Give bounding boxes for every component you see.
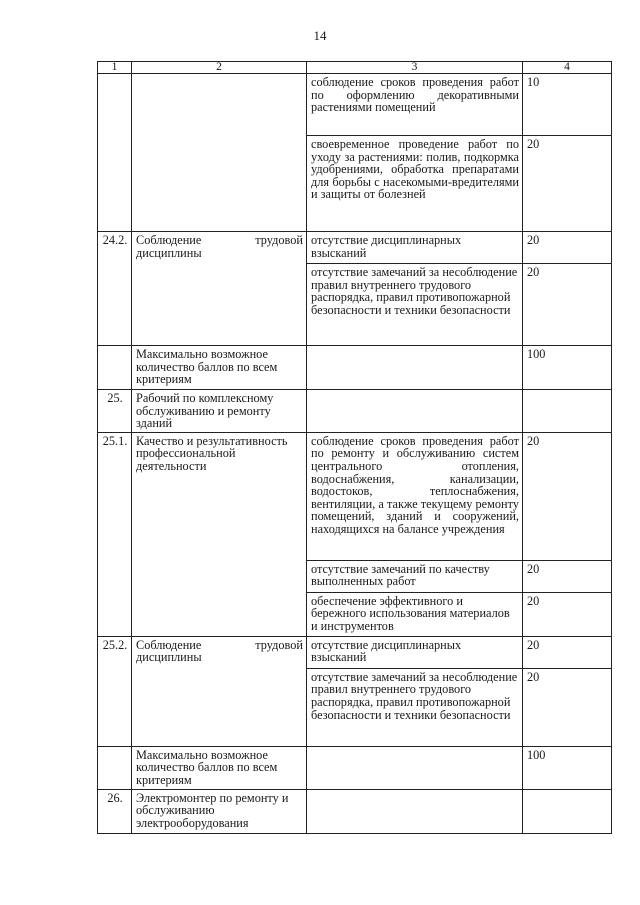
points-cell: 20 bbox=[523, 264, 612, 346]
criterion-cell: отсутствие замечаний за несоблюдение правил внутреннего трудового распорядка, правил противопожарной безопасности и техники безопасности bbox=[307, 668, 523, 746]
item-name-cell: Качество и результативность профессиональной деятельности bbox=[132, 432, 307, 636]
item-number-cell bbox=[98, 74, 132, 232]
item-name-cell: Электромонтер по ремонту и обслуживанию электрооборудования bbox=[132, 789, 307, 833]
item-name-cell: Максимально возможное количество баллов по всем критериям bbox=[132, 346, 307, 390]
item-number-cell: 24.2. bbox=[98, 232, 132, 346]
criteria-table bbox=[97, 61, 612, 834]
points-cell: 20 bbox=[523, 136, 612, 232]
points-cell: 10 bbox=[523, 74, 612, 136]
table-row bbox=[98, 74, 612, 136]
points-cell: 20 bbox=[523, 668, 612, 746]
header-cell: 1 bbox=[98, 62, 132, 74]
criterion-cell: отсутствие замечаний за несоблюдение правил внутреннего трудового распорядка, правил противопожарной безопасности и техники безопасности bbox=[307, 264, 523, 346]
header-cell: 3 bbox=[307, 62, 523, 74]
points-cell: 100 bbox=[523, 746, 612, 789]
item-number-cell: 25.1. bbox=[98, 432, 132, 636]
points-cell: 20 bbox=[523, 592, 612, 636]
table-row bbox=[98, 746, 612, 789]
criterion-cell bbox=[307, 390, 523, 433]
points-cell: 20 bbox=[523, 432, 612, 560]
item-number-cell: 25.2. bbox=[98, 636, 132, 746]
criterion-cell: соблюдение сроков проведения работ по оформлению декоративными растениями помещений bbox=[307, 74, 523, 136]
points-cell: 20 bbox=[523, 560, 612, 592]
table-row bbox=[98, 390, 612, 433]
points-cell: 20 bbox=[523, 636, 612, 668]
item-name-cell: Рабочий по комплексному обслуживанию и ремонту зданий bbox=[132, 390, 307, 433]
item-number-cell: 26. bbox=[98, 789, 132, 833]
page-number: 14 bbox=[313, 28, 327, 43]
item-name-cell: Соблюдение трудовой дисциплины bbox=[132, 636, 307, 746]
criterion-cell: отсутствие дисциплинарных взысканий bbox=[307, 636, 523, 668]
criterion-cell: обеспечение эффективного и бережного использования материалов и инструментов bbox=[307, 592, 523, 636]
table-row bbox=[98, 789, 612, 833]
criterion-cell: отсутствие замечаний по качеству выполненных работ bbox=[307, 560, 523, 592]
criterion-cell bbox=[307, 789, 523, 833]
points-cell: 100 bbox=[523, 346, 612, 390]
table-row bbox=[98, 232, 612, 264]
item-name-cell bbox=[132, 74, 307, 232]
item-number-cell bbox=[98, 346, 132, 390]
table-row bbox=[98, 432, 612, 560]
header-cell: 4 bbox=[523, 62, 612, 74]
item-number-cell: 25. bbox=[98, 390, 132, 433]
criterion-cell: соблюдение сроков проведения работ по ремонту и обслуживанию систем центрального отопления, водоснабжения, канализации, водостоков, теплоснабжения, вентиляции, а также текущему ремонту помещений, зданий и сооружений, находящихся на балансе учреждения bbox=[307, 432, 523, 560]
item-number-cell bbox=[98, 746, 132, 789]
table-header-row bbox=[98, 62, 612, 74]
criterion-cell: отсутствие дисциплинарных взысканий bbox=[307, 232, 523, 264]
points-cell bbox=[523, 789, 612, 833]
header-cell: 2 bbox=[132, 62, 307, 74]
table-row bbox=[98, 636, 612, 668]
item-name-cell: Соблюдение трудовой дисциплины bbox=[132, 232, 307, 346]
criterion-cell: своевременное проведение работ по уходу за растениями: полив, подкормка удобрениями, обработка препаратами для борьбы с насекомыми-вредителями и защиты от болезней bbox=[307, 136, 523, 232]
criterion-cell bbox=[307, 346, 523, 390]
item-name-cell: Максимально возможное количество баллов по всем критериям bbox=[132, 746, 307, 789]
points-cell: 20 bbox=[523, 232, 612, 264]
table-row bbox=[98, 346, 612, 390]
points-cell bbox=[523, 390, 612, 433]
criterion-cell bbox=[307, 746, 523, 789]
